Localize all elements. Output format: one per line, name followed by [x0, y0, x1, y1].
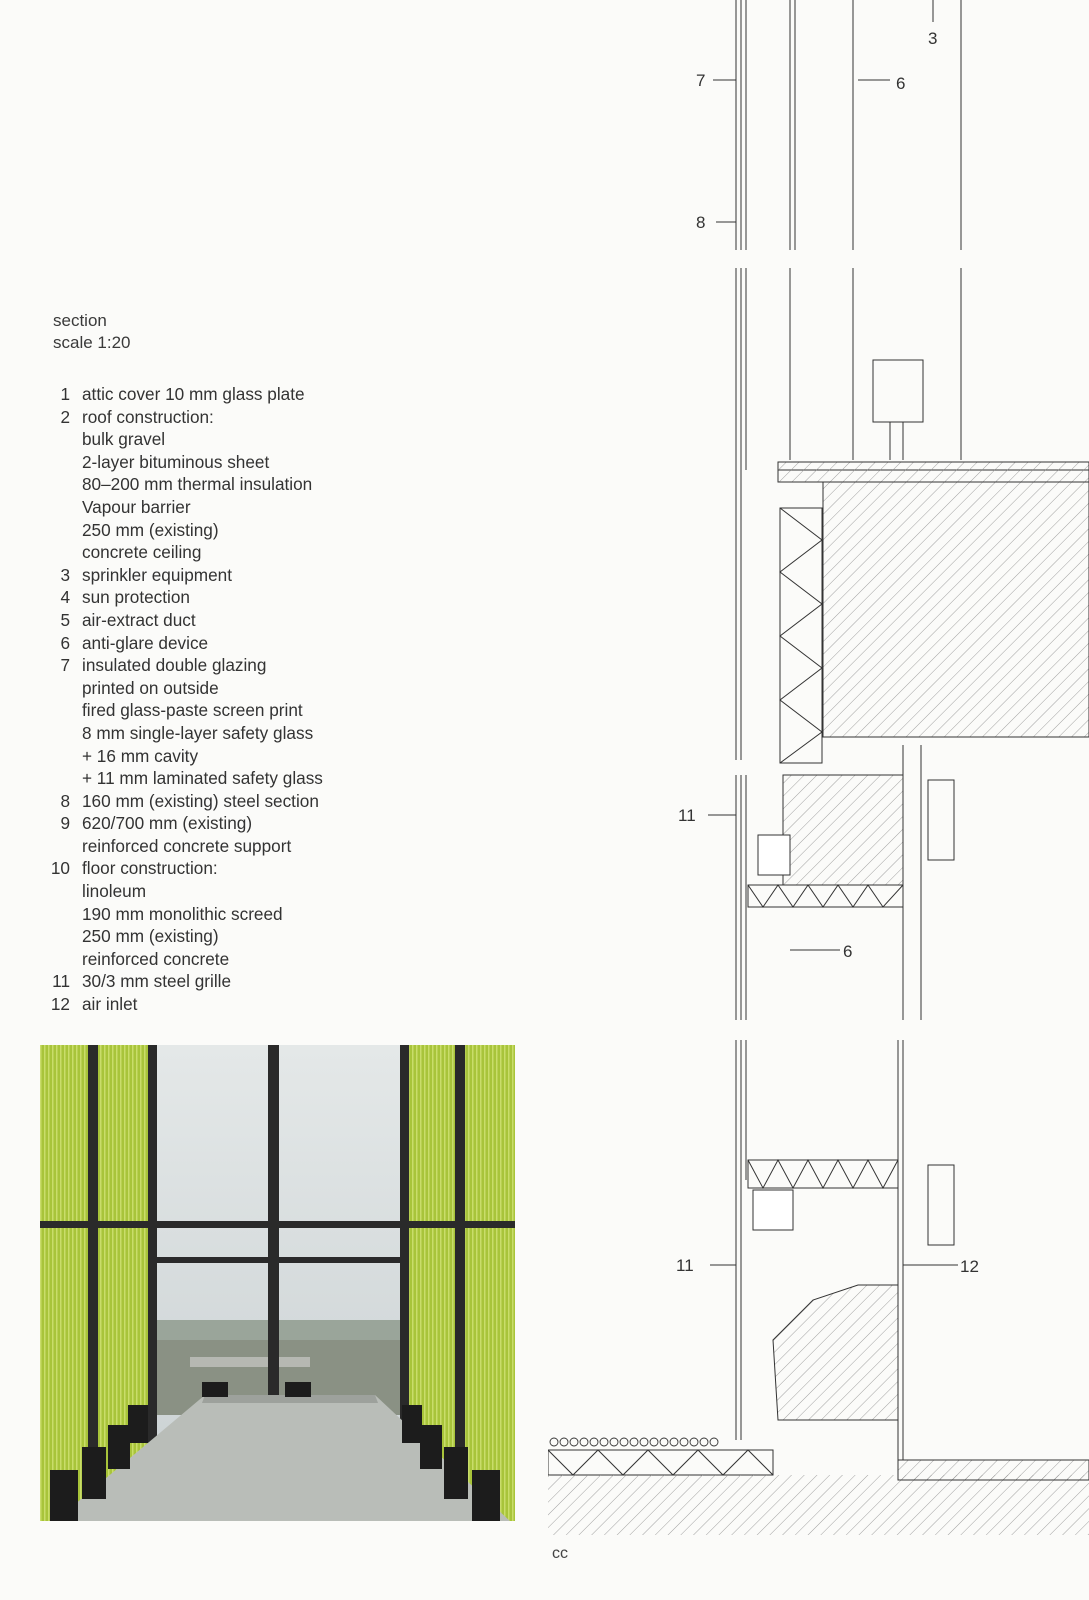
legend-text: 2-layer bituminous sheet [82, 451, 270, 472]
legend-text: 250 mm (existing) [82, 519, 219, 540]
legend-item [42, 903, 323, 926]
legend-text: insulated double glazing [82, 655, 267, 676]
legend-text: fired glass-paste screen print [82, 700, 303, 721]
label-3: 3 [928, 29, 938, 48]
legend-item [42, 745, 323, 768]
legend-text: floor construction: [82, 858, 218, 879]
label-6-lower: 6 [843, 942, 853, 961]
label-8: 8 [696, 213, 706, 232]
legend-item [42, 496, 323, 519]
legend-number: 3 [60, 564, 70, 585]
legend-text: reinforced concrete support [82, 835, 292, 856]
legend-text: 190 mm monolithic screed [82, 903, 283, 924]
legend-item [42, 812, 323, 835]
legend-item [42, 835, 323, 858]
legend-text: 8 mm single-layer safety glass [82, 722, 314, 743]
legend-item [42, 451, 323, 474]
legend-item [42, 473, 323, 496]
legend-number: 9 [60, 813, 70, 834]
legend-text: roof construction: [82, 406, 214, 427]
legend-item [42, 857, 323, 880]
legend-number: 2 [60, 406, 70, 427]
label-11: 11 [678, 806, 696, 825]
legend-item [42, 564, 323, 587]
legend-text: anti-glare device [82, 632, 209, 653]
legend-number: 1 [60, 384, 70, 404]
legend-text: 620/700 mm (existing) [82, 813, 253, 834]
legend-number: 6 [60, 632, 70, 653]
caption-title: section [53, 311, 107, 330]
legend-item [42, 609, 323, 632]
legend-list [42, 383, 323, 1016]
legend-text: sun protection [82, 587, 190, 608]
legend-text: 250 mm (existing) [82, 926, 219, 947]
legend-text: 160 mm (existing) steel section [82, 790, 319, 811]
legend-item [42, 541, 323, 564]
legend-text: + 11 mm laminated safety glass [82, 768, 323, 789]
credit-initials: cc [552, 1545, 568, 1562]
legend-item [42, 880, 323, 903]
legend-item [42, 383, 323, 406]
legend-number: 8 [60, 790, 70, 811]
legend-text: 80–200 mm thermal insulation [82, 474, 313, 495]
legend-item [42, 993, 323, 1016]
label-7: 7 [696, 71, 706, 90]
legend-number: 5 [60, 609, 70, 630]
drawing-caption [53, 310, 131, 354]
legend-text: reinforced concrete [82, 948, 230, 969]
label-12: 12 [960, 1257, 979, 1276]
legend-text: air-extract duct [82, 609, 196, 630]
legend-item [42, 970, 323, 993]
legend-item [42, 925, 323, 948]
label-6: 6 [896, 74, 906, 93]
legend-text: attic cover 10 mm glass plate [82, 384, 305, 404]
label-11-lower: 11 [676, 1256, 694, 1275]
legend-number: 10 [50, 858, 70, 879]
legend-text: linoleum [82, 881, 147, 902]
legend-item [42, 677, 323, 700]
legend-text: Vapour barrier [82, 496, 191, 517]
legend-item [42, 519, 323, 542]
legend-text: sprinkler equipment [82, 564, 232, 585]
legend-item [42, 428, 323, 451]
legend-item [42, 722, 323, 745]
legend-text: air inlet [82, 994, 138, 1015]
legend-text: + 16 mm cavity [82, 745, 199, 766]
section-drawing [548, 0, 1089, 1545]
legend-item [42, 406, 323, 429]
section-drawing-svg [548, 0, 1089, 1545]
legend-item [42, 654, 323, 677]
legend-text: printed on outside [82, 677, 219, 698]
legend-text: bulk gravel [82, 429, 166, 450]
legend-text: concrete ceiling [82, 542, 202, 563]
legend-item [42, 699, 323, 722]
legend-number: 12 [50, 994, 70, 1015]
legend-item [42, 790, 323, 813]
legend-number: 4 [60, 587, 70, 608]
legend-number: 7 [60, 655, 70, 676]
legend-item [42, 948, 323, 971]
legend-item [42, 632, 323, 655]
meeting-room-photo-image [40, 1045, 515, 1521]
legend-number: 11 [52, 971, 70, 992]
legend-text: 30/3 mm steel grille [82, 971, 232, 992]
meeting-room-photo [40, 1045, 515, 1521]
legend-item [42, 586, 323, 609]
legend-item [42, 767, 323, 790]
caption-scale: scale 1:20 [53, 333, 131, 352]
